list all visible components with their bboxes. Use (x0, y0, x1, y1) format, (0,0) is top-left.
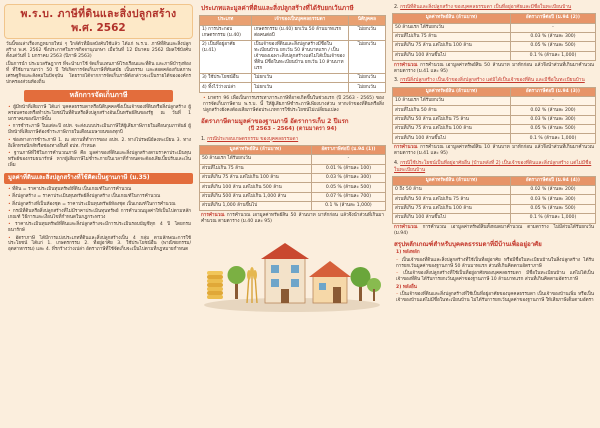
table-row: ส่วนที่เกิน 500 ล้าน แต่ไม่เกิน 1,000 ล้าน 0.07 % (ล้านละ 700) (200, 192, 386, 201)
tax-base-item: • สิ่งปลูกสร้างที่เป็นห้องชุด = ราคาประเมินทุนทรัพย์ห้องชุด เป็นเกณฑ์ในการคำนวณ (8, 201, 176, 207)
table-row: ส่วนที่เกิน 75 ล้าน แต่ไม่เกิน 100 ล้าน 0.05 % (ล้านละ 500) (393, 204, 596, 213)
table-header-row (200, 16, 386, 25)
section-96-note: • มาตรา 96 เพื่อเป็นการบรรเทาภาระภาษีที่อาจเกิดขึ้นในช่วงแรก (ปี 2563 - 2565) ของการจัดเก็บภาษีตาม พ.ร.บ. นี้ ให้ผู้เสียภาษีชำระภาษีเพียงบางส่วน หากเจ้าของที่ดินหรือสิ่งปลูกสร้างยังคงต้องเสียภาษีต่อประเภทการใช้ประโยชน์ไม่เปลี่ยนแปลง (203, 95, 384, 113)
case-2-title: 2. กรณีที่ดินและสิ่งปลูกสร้าง ของบุคคลธรรมดา เป็นที่อยู่อาศัยและมีชื่อในทะเบียนบ้าน (394, 5, 572, 10)
table-row: ส่วนที่เกิน 75 ล้าน แต่ไม่เกิน 100 ล้าน 0.05 % (ล้านละ 500) (393, 42, 596, 51)
table-row: ส่วนที่เกิน 100 ล้านขึ้นไป 0.1 % (ล้านละ 1,000) (393, 51, 596, 60)
rate-table-agriculture (199, 145, 386, 211)
case-3-note: การคำนวณ การคำนวณ เอามูลค่าทรัพย์สิน 10 ล้านบาท มาหักก่อน แล้วจึงนำส่วนที่เกินมาคำนวณ ตามตาราง (ม.41 และ 95) (394, 145, 595, 157)
case-1-title: 1. กรณีประกอบเกษตรกรรม ของบุคคลธรรมดา (201, 136, 299, 142)
section-tax-base-heading: มูลค่าที่ดินและสิ่งปลูกสร้างที่ใช้คิดเป็นฐานภาษี (ม.35) (4, 173, 193, 184)
table-header-row (393, 87, 596, 96)
case-4-title: 4. กรณีใช้ประโยชน์เป็นที่อยู่อาศัยอื่น (บ้านหลังที่ 2) เป็นเจ้าของที่ดินและสิ่งปลูกสร้าง แต่ไม่มีชื่อในทะเบียนบ้าน (394, 161, 592, 173)
table-cell: 4) ทิ้งไว้ว่างเปล่า (200, 83, 252, 92)
tax-base-item: • สิ่งปลูกสร้าง = ราคาประเมินทุนทรัพย์สิ่งปลูกสร้าง เป็นเกณฑ์ในการคำนวณ (8, 194, 161, 200)
table-row: ส่วนที่ไม่เกิน 75 ล้าน 0.01 % (ล้านละ 100) (200, 164, 386, 173)
table-row: 50 ล้านแรก ได้รับยกเว้น - (393, 23, 596, 32)
column-header: อัตราภาษีต่อปี (ม.94 (2)) (510, 14, 595, 23)
table-cell: 2) เป็นที่อยู่อาศัย (ม.41) (200, 40, 252, 73)
principle-item: • การชำระภาษี ในแต่ละปี อปท. จะส่งแบบประเมินภาษีให้ผู้เสียภาษีภายในเดือนกุมภาพันธ์ ผู้มีหน้าที่เสียภาษีต้องชำระภาษีภายในเดือนเมษายนของทุกปี (8, 124, 191, 136)
rate-table-residence (392, 13, 596, 61)
column-header: มูลค่าทรัพย์สิน (ล้านบาท) (393, 14, 511, 23)
case-1-note: การคำนวณ การคำนวณ เอามูลค่าทรัพย์สิน 50 ล้านบาท มาหักก่อน แล้วจึงนำส่วนที่เกินมาคำนวณ ตามตาราง (ม.40 และ 95) (201, 213, 384, 225)
table-row: 50 ล้านแรก ได้รับยกเว้น - (200, 155, 386, 164)
column-header: อัตราภาษีต่อปี (ม.94 (3)) (510, 87, 595, 96)
table-cell: 1) การประกอบเกษตรกรรม (ม.40) (200, 25, 252, 40)
title-line-2: พ.ศ. 2562 (71, 21, 126, 34)
table-cell: ไม่ยกเว้น (348, 25, 385, 40)
table-row: ส่วนที่เกิน 100 ล้าน แต่ไม่เกิน 500 ล้าน 0.05 % (ล้านละ 500) (200, 183, 386, 192)
table-cell: ไม่ยกเว้น (252, 83, 349, 92)
exempt-table (199, 15, 386, 93)
table-cell: เป็นเจ้าของที่ดินและสิ่งปลูกสร้างมีชื่อในทะเบียนบ้าน ยกเว้น 50 ล้านบาทแรก / เป็นเจ้าของเฉพาะสิ่งปลูกสร้างแต่ไม่ได้เป็นเจ้าของที่ดิน มีชื่อในทะเบียนบ้าน ยกเว้น 10 ล้านบาทแรก (252, 40, 349, 73)
summary-other-house-title: 2) หลังอื่น (396, 284, 417, 290)
principle-item: • ผู้มีหน้าที่เสียภาษี ได้แก่ บุคคลธรรมดาหรือนิติบุคคลซึ่งเป็นเจ้าของที่ดินหรือสิ่งปลูกสร้าง ผู้ครอบครองหรือทำประโยชน์ในที่ดินหรือสิ่งปลูกสร้างอันเป็นทรัพย์สินของรัฐ ณ วันที่ 1 มกราคมของปีภาษีนั้น (8, 104, 192, 122)
column-header: มูลค่าทรัพย์สิน (ล้านบาท) (393, 176, 511, 185)
table-row (200, 25, 386, 40)
houses-illustration (199, 231, 386, 313)
column-header: มูลค่าทรัพย์สิน (ล้านบาท) (393, 87, 511, 96)
tax-base-item: • อัตราภาษี ได้มีการแบ่งประเภทที่ดินและสิ่งปลูกสร้างเป็น 4 กลุ่ม ตามลักษณะการใช้ประโยชน์ ได้แก่ 1. เกษตรกรรม 2. ที่อยู่อาศัย 3. ใช้ประโยชน์อื่น (พาณิชยกรรม/อุตสาหกรรม) และ 4. ที่รกร้างว่างเปล่า อัตราภาษีที่ใช้จัดเก็บจะเป็นไปตามที่กฎหมายกำหนด (8, 235, 191, 253)
case-2-note: การคำนวณ การคำนวณ เอามูลค่าทรัพย์สิน 50 ล้านบาท มาหักก่อน แล้วจึงนำส่วนที่เกินมาคำนวณ ตามตาราง (ม.41 และ 95) (394, 62, 595, 74)
table-header-row (393, 14, 596, 23)
tax-base-item: • ที่ดิน = ราคาประเมินทุนทรัพย์ที่ดิน เป็นเกณฑ์ในการคำนวณ (8, 186, 132, 192)
table-row (200, 83, 386, 92)
table-row (200, 40, 386, 73)
summary-item: – เป็นเจ้าของที่ดินและสิ่งปลูกสร้างที่ใช้เป็นที่อยู่อาศัยของบุคคลธรรมดา เป็นเจ้าของบ้านเพิ่ม หรือเป็นเจ้าของบ้านแต่ไม่มีชื่อในทะเบียนบ้าน ไม่ได้รับการยกเว้นมูลค่าของฐานภาษี ให้เสียภาษีเต็มตามอัตรา (396, 291, 594, 303)
principle-item: • ฐานภาษีที่ใช้ในการคำนวณภาษี คือ มูลค่าของที่ดินและสิ่งปลูกสร้างตามราคาประเมินทุนทรัพย์ของกรมธนารักษ์ หากผู้เสียภาษีไม่ชำระภายในเวลาที่กำหนดจะต้องเสียเบี้ยปรับและเงินเพิ่ม (8, 150, 191, 168)
title-line-1: พ.ร.บ. ภาษีที่ดินและสิ่งปลูกสร้าง (20, 8, 177, 20)
rate-heading: อัตราภาษีตามมูลค่าของฐานภาษี อัตราการเก็บ 2 ปีแรก (ปี 2563 - 2564) (ตามมาตรา 94) (201, 117, 349, 132)
table-row: 10 ล้านแรก ได้รับยกเว้น - (393, 97, 596, 106)
summary-item: – เป็นเจ้าของสิ่งปลูกสร้างที่ใช้เป็นที่อยู่อาศัยของบุคคลธรรมดา มีชื่อในทะเบียนบ้าน แต่ไม่ได้เป็นเจ้าของที่ดิน ได้รับการยกเว้นมูลค่าของฐานภาษี 10 ล้านบาทแรก ส่วนที่เกินคิดตามอัตราภาษี (396, 271, 594, 283)
column-header: มูลค่าทรัพย์สิน (ล้านบาท) (200, 145, 312, 154)
case-3-title: 3. กรณีสิ่งปลูกสร้าง เป็นเจ้าของสิ่งปลูกสร้าง แต่มิได้เป็นเจ้าของที่ดิน และมีชื่อในทะเบียนบ้าน (394, 78, 585, 84)
column-3 (392, 4, 596, 424)
table-cell: ไม่ยกเว้น (348, 74, 385, 83)
column-header: อัตราภาษีต่อปี (ม.94 (4)) (510, 176, 595, 185)
table-cell: ไม่ยกเว้น (252, 74, 349, 83)
table-header-row (393, 176, 596, 185)
table-header-row (200, 145, 386, 154)
rate-table-second-home (392, 176, 596, 224)
exempt-table-heading: ประเภทและมูลค่าที่ดินและสิ่งปลูกสร้างที่ได้รับยกเว้นภาษี (201, 5, 354, 12)
page-title (4, 4, 193, 39)
summary-item: – เป็นเจ้าของที่ดินและสิ่งปลูกสร้างที่ใช้เป็นที่อยู่อาศัย หรือมีชื่อในทะเบียนบ้านในสิ่งปลูกสร้าง ได้รับการยกเว้นมูลค่าของฐานภาษี 50 ล้านบาทแรก ส่วนที่เกินคิดตามอัตราภาษี (396, 257, 594, 269)
table-cell: 3) ใช้ประโยชน์อื่น (200, 74, 252, 83)
table-row: ส่วนที่เกิน 100 ล้านขึ้นไป 0.1 % (ล้านละ 1,000) (393, 214, 596, 223)
table-cell: ไม่ยกเว้น (348, 83, 385, 92)
second-paragraph: เป็นการนำ ประมวลรัษฎากร ที่จะนำมาใช้ จัดเก็บแทนภาษีโรงเรือนและที่ดิน และภาษีบำรุงท้องที่ ที่ใช้มานานกว่า 50 ปี ให้เกิดการจัดเก็บภาษีที่ทันสมัย เป็นธรรม และสอดคล้องกับสภาพเศรษฐกิจและสังคมในปัจจุบัน โดยรายได้จากการจัดเก็บภาษีดังกล่าวจะเป็นรายได้ขององค์กรปกครองส่วนท้องถิ่น (6, 61, 191, 85)
rate-table-building-only (392, 87, 596, 144)
principle-item: • ช่องทางการชำระภาษี 1. ณ สถานที่ทำการของ อปท. 2. ทางไปรษณีย์ลงทะเบียน 3. ทางอิเล็กทรอนิกส์หรือช่องทางอื่นที่ อปท. กำหนด (8, 137, 191, 149)
coin-stack-icon (207, 271, 223, 299)
table-row (200, 74, 386, 83)
column-header: ประเภท (200, 16, 252, 25)
table-row: ส่วนที่เกิน 1,000 ล้านขึ้นไป 0.1 % (ล้านละ 1,000) (200, 202, 386, 211)
table-row: ส่วนที่เกิน 100 ล้านขึ้นไป 0.1 % (ล้านละ 1,000) (393, 134, 596, 143)
table-row: ส่วนที่เกิน 75 ล้าน แต่ไม่เกิน 100 ล้าน 0.03 % (ล้านละ 300) (200, 173, 386, 182)
table-row: ส่วนที่เกิน 75 ล้าน แต่ไม่เกิน 100 ล้าน 0.05 % (ล้านละ 500) (393, 125, 596, 134)
table-cell: ไม่ยกเว้น (348, 40, 385, 73)
table-row: ส่วนที่เกิน 50 ล้าน แต่ไม่เกิน 75 ล้าน 0.03 % (ล้านละ 300) (393, 195, 596, 204)
summary-heading: สรุปหลักเกณฑ์สำหรับบุคคลธรรมดาที่มีบ้านเพื่ออยู่อาศัย (394, 241, 542, 249)
case-4-note: การคำนวณ การคำนวณ เอามูลค่าทรัพย์สินทั้งหมดมาคำนวณ ตามตาราง ไม่มีส่วนได้รับยกเว้น (ม.94) (394, 225, 595, 237)
section-principles-heading: หลักการจัดเก็บภาษี (24, 90, 173, 102)
column-2 (199, 4, 386, 424)
table-row: ส่วนที่ไม่เกิน 50 ล้าน 0.02 % (ล้านละ 200) (393, 106, 596, 115)
table-row: 0 ถึง 50 ล้าน 0.02 % (ล้านละ 200) (393, 186, 596, 195)
intro-paragraph: วันนี้ขอเล่าเรื่องกฎหมายใหม่ ๆ ใกล้ตัวที่มีผลบังคับใช้แล้ว ได้แก่ พ.ร.บ. ภาษีที่ดินและสิ่งปลูกสร้าง พ.ศ. 2562 ซึ่งประกาศในราชกิจจานุเบกษา เมื่อวันที่ 12 มีนาคม 2562 มีผลใช้บังคับตั้งแต่วันที่ 1 มกราคม 2563 (ปีภาษี 2563) (6, 42, 191, 60)
table-cell: เกษตรกรรม (ม.40) ยกเว้น 50 ล้านบาทแรก ต่อคนต่อปี (252, 25, 349, 40)
houses-icon (199, 231, 386, 313)
table-row: ส่วนที่เกิน 50 ล้าน แต่ไม่เกิน 75 ล้าน 0.03 % (ล้านละ 300) (393, 115, 596, 124)
column-header: อัตราภาษีต่อปี (ม.94 (1)) (311, 145, 385, 154)
column-header: เจ้าของเป็นบุคคลธรรมดา (252, 16, 349, 25)
column-1 (4, 4, 193, 424)
tax-base-item: • กรณีที่ดินหรือสิ่งปลูกสร้างที่ไม่มีราคาประเมินทุนทรัพย์ การคำนวณมูลค่าให้เป็นไปตามหลักเกณฑ์ วิธีการและเงื่อนไขที่กำหนดในกฎกระทรวง (8, 208, 191, 220)
summary-main-house-title: 1) หลังหลัก (396, 250, 420, 256)
table-row: ส่วนที่ไม่เกิน 75 ล้าน 0.03 % (ล้านละ 300) (393, 32, 596, 41)
tax-base-item: • ราคาประเมินทุนทรัพย์ที่ดินและสิ่งปลูกสร้างจะมีการประเมินรอบบัญชีทุก 4 ปี โดยกรมธนารักษ์ (8, 222, 191, 234)
column-header: นิติบุคคล (348, 16, 385, 25)
